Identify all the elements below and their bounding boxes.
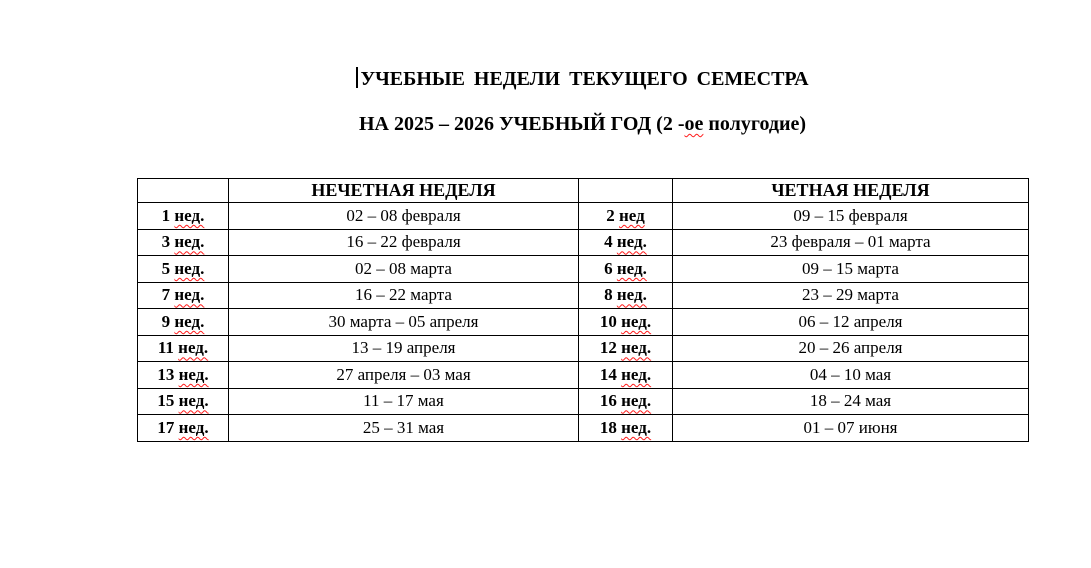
week-number: 14 xyxy=(599,364,617,384)
week-unit: нед xyxy=(619,205,645,225)
odd-week-label-cell[interactable] xyxy=(138,335,229,362)
week-number: 6 xyxy=(604,258,613,278)
date-range: 13 – 19 апреля xyxy=(351,338,456,358)
even-week-label-cell[interactable] xyxy=(579,362,673,389)
date-range: 16 – 22 марта xyxy=(355,285,452,305)
odd-weeks-header[interactable]: НЕЧЕТНАЯ НЕДЕЛЯ xyxy=(229,179,579,203)
even-week-label-cell[interactable] xyxy=(579,335,673,362)
odd-week-label-cell[interactable] xyxy=(138,362,229,389)
week-unit: нед. xyxy=(178,364,209,384)
week-number: 10 xyxy=(599,311,617,331)
even-week-dates-cell[interactable] xyxy=(673,362,1029,389)
odd-week-label-cell[interactable] xyxy=(138,388,229,415)
even-week-dates-cell[interactable] xyxy=(673,309,1029,336)
table-row xyxy=(138,309,1029,336)
semester-weeks-table xyxy=(137,178,1029,442)
date-range: 02 – 08 февраля xyxy=(346,205,461,225)
date-range: 01 – 07 июня xyxy=(803,417,898,437)
week-number: 9 xyxy=(161,311,171,331)
week-unit: нед. xyxy=(174,205,205,225)
table-row xyxy=(138,229,1029,256)
table-row xyxy=(138,256,1029,283)
even-week-label-cell[interactable] xyxy=(579,229,673,256)
week-unit: нед. xyxy=(621,338,652,358)
date-range: 06 – 12 апреля xyxy=(798,311,903,331)
odd-week-dates-cell[interactable] xyxy=(229,335,579,362)
week-number: 11 xyxy=(157,338,174,358)
week-unit: нед. xyxy=(178,417,209,437)
week-unit: нед. xyxy=(174,311,205,331)
odd-week-label-cell[interactable] xyxy=(138,309,229,336)
even-week-dates-cell[interactable] xyxy=(673,256,1029,283)
even-week-label-cell[interactable] xyxy=(579,282,673,309)
date-range: 27 апреля – 03 мая xyxy=(336,364,471,384)
date-range: 09 – 15 марта xyxy=(802,258,899,278)
table-row xyxy=(138,415,1029,442)
week-number: 8 xyxy=(604,285,613,305)
odd-week-dates-cell[interactable] xyxy=(229,362,579,389)
misspelled-word: ое xyxy=(684,113,704,135)
week-number: 7 xyxy=(161,285,171,305)
even-week-label-cell[interactable] xyxy=(579,415,673,442)
week-number: 15 xyxy=(157,391,175,411)
subtitle-prefix: НА 2025 – 2026 УЧЕБНЫЙ ГОД (2 - xyxy=(358,113,685,135)
odd-week-dates-cell[interactable] xyxy=(229,309,579,336)
week-unit: нед. xyxy=(174,258,205,278)
week-unit: нед. xyxy=(616,232,647,252)
document-title[interactable] xyxy=(137,67,1028,91)
odd-week-dates-cell[interactable] xyxy=(229,256,579,283)
week-unit: нед. xyxy=(621,417,652,437)
table-row xyxy=(138,282,1029,309)
even-week-dates-cell[interactable] xyxy=(673,282,1029,309)
odd-week-label-cell[interactable] xyxy=(138,282,229,309)
week-unit: нед. xyxy=(621,311,652,331)
odd-week-dates-cell[interactable] xyxy=(229,388,579,415)
even-week-dates-cell[interactable] xyxy=(673,229,1029,256)
odd-week-dates-cell[interactable] xyxy=(229,415,579,442)
odd-week-label-cell[interactable] xyxy=(138,203,229,230)
week-number: 4 xyxy=(604,232,613,252)
week-number: 18 xyxy=(599,417,617,437)
table-row xyxy=(138,388,1029,415)
odd-week-dates-cell[interactable] xyxy=(229,282,579,309)
table-row xyxy=(138,203,1029,230)
odd-week-dates-cell[interactable] xyxy=(229,203,579,230)
document-subtitle[interactable] xyxy=(137,113,1028,136)
week-number: 13 xyxy=(157,364,175,384)
odd-week-label-cell[interactable] xyxy=(138,256,229,283)
date-range: 16 – 22 февраля xyxy=(346,232,461,252)
header-empty-cell-odd[interactable] xyxy=(138,179,229,203)
date-range: 11 – 17 мая xyxy=(363,391,444,411)
header-empty-cell-even[interactable] xyxy=(579,179,673,203)
date-range: 18 – 24 мая xyxy=(809,391,892,411)
date-range: 23 – 29 марта xyxy=(802,285,899,305)
date-range: 25 – 31 мая xyxy=(362,417,445,437)
week-number: 16 xyxy=(599,391,617,411)
week-unit: нед. xyxy=(616,258,647,278)
odd-week-label-cell[interactable] xyxy=(138,229,229,256)
even-week-dates-cell[interactable] xyxy=(673,415,1029,442)
odd-week-dates-cell[interactable] xyxy=(229,229,579,256)
week-number: 2 xyxy=(606,205,615,225)
even-week-label-cell[interactable] xyxy=(579,388,673,415)
week-number: 12 xyxy=(599,338,617,358)
even-week-dates-cell[interactable] xyxy=(673,203,1029,230)
week-unit: нед. xyxy=(174,232,205,252)
week-unit: нед. xyxy=(174,285,205,305)
odd-week-label-cell[interactable] xyxy=(138,415,229,442)
date-range: 20 – 26 апреля xyxy=(798,338,903,358)
even-week-dates-cell[interactable] xyxy=(673,388,1029,415)
week-number: 1 xyxy=(161,205,171,225)
date-range: 02 – 08 марта xyxy=(355,258,452,278)
text-cursor xyxy=(356,67,358,88)
date-range: 04 – 10 мая xyxy=(809,364,892,384)
document-title-text: УЧЕБНЫЕ НЕДЕЛИ ТЕКУЩЕГО СЕМЕСТРА xyxy=(360,68,809,90)
even-week-label-cell[interactable] xyxy=(579,256,673,283)
even-week-dates-cell[interactable] xyxy=(673,335,1029,362)
week-unit: нед. xyxy=(178,391,209,411)
week-unit: нед. xyxy=(616,285,647,305)
week-unit: нед. xyxy=(621,364,652,384)
table-row xyxy=(138,362,1029,389)
subtitle-suffix: полугодие) xyxy=(703,113,807,135)
week-number: 3 xyxy=(161,232,171,252)
date-range: 30 марта – 05 апреля xyxy=(328,311,479,331)
header-row xyxy=(138,179,1029,203)
even-week-label-cell[interactable] xyxy=(579,203,673,230)
date-range: 09 – 15 февраля xyxy=(793,205,908,225)
week-unit: нед. xyxy=(178,338,209,358)
table-row xyxy=(138,335,1029,362)
week-unit: нед. xyxy=(621,391,652,411)
date-range: 23 февраля – 01 марта xyxy=(770,232,931,252)
week-number: 5 xyxy=(161,258,171,278)
even-week-label-cell[interactable] xyxy=(579,309,673,336)
week-number: 17 xyxy=(157,417,175,437)
even-weeks-header[interactable]: ЧЕТНАЯ НЕДЕЛЯ xyxy=(673,179,1029,203)
